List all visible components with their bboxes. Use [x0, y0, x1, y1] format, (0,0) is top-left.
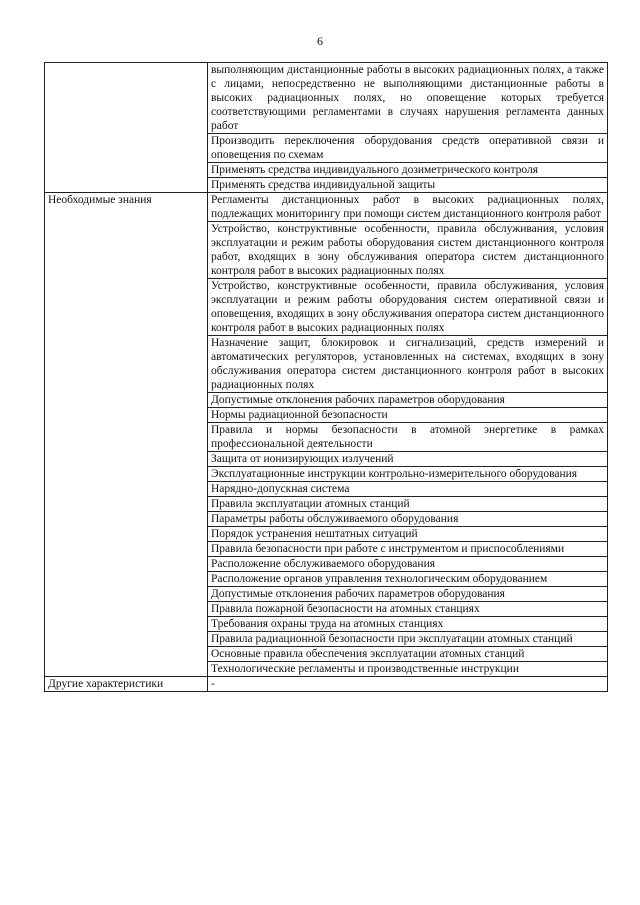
- row-label-empty: [45, 163, 208, 178]
- table-row: [45, 632, 608, 647]
- row-content: Нарядно-допускная система: [208, 482, 608, 497]
- row-label-empty: [45, 587, 208, 602]
- table-row: [45, 393, 608, 408]
- row-content: Устройство, конструктивные особенности, правила обслуживания, условия эксплуатации и режим работы оборудования систем дистанционного контроля работ, входящих в зону обслуживания оператора систем дистанционного контроля работ в высоких радиационных полях: [208, 222, 608, 279]
- table-row: [45, 63, 608, 134]
- row-content: -: [208, 677, 608, 692]
- page-number: 6: [317, 34, 323, 48]
- table-row: [45, 423, 608, 452]
- row-label-empty: [45, 467, 208, 482]
- row-content: Правила безопасности при работе с инструментом и приспособлениями: [208, 542, 608, 557]
- row-label-empty: [45, 178, 208, 193]
- row-content: Применять средства индивидуального дозиметрического контроля: [208, 163, 608, 178]
- row-content: Эксплуатационные инструкции контрольно-измерительного оборудования: [208, 467, 608, 482]
- table-row: [45, 134, 608, 163]
- row-label: Необходимые знания: [45, 193, 208, 222]
- table-row: [45, 193, 608, 222]
- row-content: Основные правила обеспечения эксплуатации атомных станций: [208, 647, 608, 662]
- row-label-empty: [45, 632, 208, 647]
- row-label-empty: [45, 572, 208, 587]
- row-label-empty: [45, 497, 208, 512]
- row-label-empty: [45, 279, 208, 336]
- table-row: [45, 222, 608, 279]
- table-row: [45, 336, 608, 393]
- table-row: [45, 572, 608, 587]
- table-row: [45, 163, 608, 178]
- row-label-empty: [45, 452, 208, 467]
- row-content: Требования охраны труда на атомных станциях: [208, 617, 608, 632]
- table-row: [45, 602, 608, 617]
- row-label-empty: [45, 408, 208, 423]
- table-row: [45, 452, 608, 467]
- row-content: Устройство, конструктивные особенности, правила обслуживания, условия эксплуатации и режим работы оборудования систем оперативной связи и оповещения, входящих в зону обслуживания оператора систем дистанционного контроля работ в высоких радиационных полях: [208, 279, 608, 336]
- row-content: Назначение защит, блокировок и сигнализаций, средств измерений и автоматических регуляторов, установленных на системах, входящих в зону обслуживания оператора систем дистанционного контроля работ в высоких радиационных полях: [208, 336, 608, 393]
- row-label-empty: [45, 542, 208, 557]
- row-content: Правила эксплуатации атомных станций: [208, 497, 608, 512]
- table-row: [45, 512, 608, 527]
- row-label-empty: [45, 662, 208, 677]
- row-label-empty: [45, 423, 208, 452]
- table-row: [45, 178, 608, 193]
- row-content: Защита от ионизирующих излучений: [208, 452, 608, 467]
- row-label-empty: [45, 527, 208, 542]
- table-body: [45, 63, 608, 692]
- row-label-empty: [45, 393, 208, 408]
- row-content: Порядок устранения нештатных ситуаций: [208, 527, 608, 542]
- row-content: Регламенты дистанционных работ в высоких радиационных полях, подлежащих мониторингу при помощи систем дистанционного контроля работ: [208, 193, 608, 222]
- row-label-empty: [45, 482, 208, 497]
- table-row: [45, 647, 608, 662]
- table-row: [45, 467, 608, 482]
- row-content: Правила пожарной безопасности на атомных станциях: [208, 602, 608, 617]
- row-content: Расположение обслуживаемого оборудования: [208, 557, 608, 572]
- row-label-empty: [45, 617, 208, 632]
- row-content: Расположение органов управления технологическим оборудованием: [208, 572, 608, 587]
- table-row: [45, 408, 608, 423]
- row-label: [45, 63, 208, 134]
- row-label-empty: [45, 647, 208, 662]
- table-row: [45, 677, 608, 692]
- row-label-empty: [45, 557, 208, 572]
- table-row: [45, 617, 608, 632]
- table-row: [45, 542, 608, 557]
- row-label-empty: [45, 134, 208, 163]
- row-content: Производить переключения оборудования средств оперативной связи и оповещения по схемам: [208, 134, 608, 163]
- table-row: [45, 527, 608, 542]
- row-content: Применять средства индивидуальной защиты: [208, 178, 608, 193]
- row-label-empty: [45, 222, 208, 279]
- table-row: [45, 482, 608, 497]
- table-row: [45, 662, 608, 677]
- qualification-table: [44, 62, 608, 692]
- row-content: Параметры работы обслуживаемого оборудования: [208, 512, 608, 527]
- row-content: выполняющим дистанционные работы в высоких радиационных полях, а также с лицами, непосредственно не выполняющими дистанционные работы в высоких радиационных полях, но оповещение которых требуется соответствующими регламентами в случаях нарушения регламента данных работ: [208, 63, 608, 134]
- table-row: [45, 497, 608, 512]
- table-row: [45, 279, 608, 336]
- row-content: Технологические регламенты и производственные инструкции: [208, 662, 608, 677]
- table-row: [45, 557, 608, 572]
- row-content: Допустимые отклонения рабочих параметров оборудования: [208, 587, 608, 602]
- row-label: Другие характеристики: [45, 677, 208, 692]
- row-content: Допустимые отклонения рабочих параметров оборудования: [208, 393, 608, 408]
- table-row: [45, 587, 608, 602]
- row-label-empty: [45, 512, 208, 527]
- row-content: Правила и нормы безопасности в атомной энергетике в рамках профессиональной деятельности: [208, 423, 608, 452]
- row-label-empty: [45, 602, 208, 617]
- row-content: Нормы радиационной безопасности: [208, 408, 608, 423]
- row-content: Правила радиационной безопасности при эксплуатации атомных станций: [208, 632, 608, 647]
- row-label-empty: [45, 336, 208, 393]
